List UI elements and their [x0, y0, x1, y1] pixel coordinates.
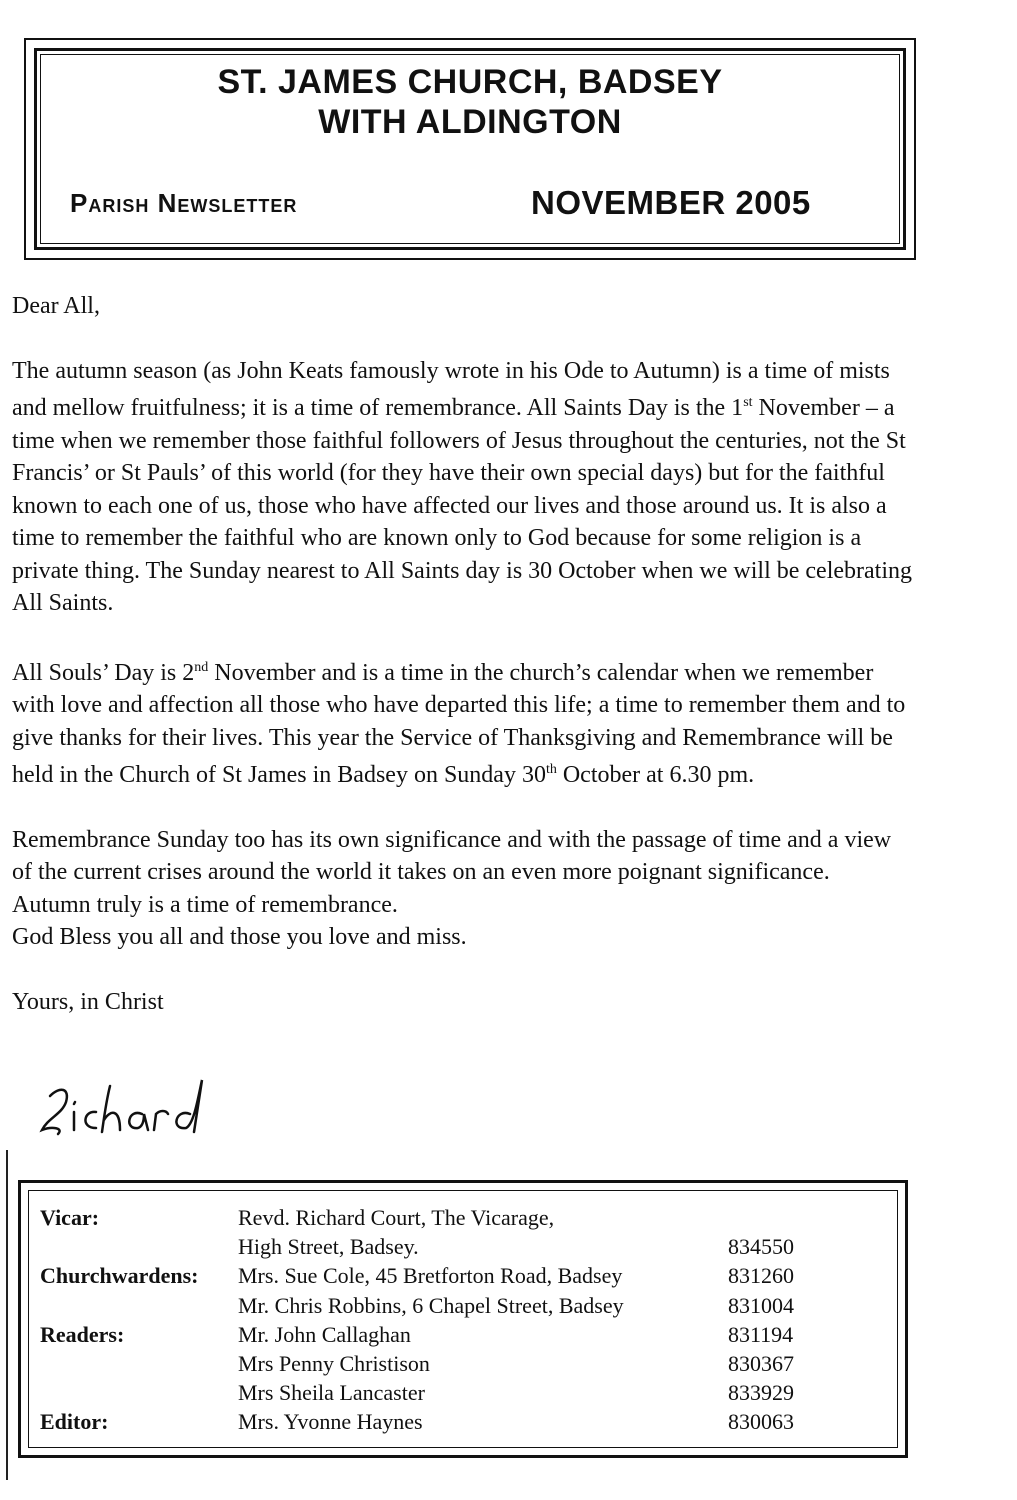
paragraph-blessing: God Bless you all and those you love and miss.	[12, 924, 467, 950]
contact-detail: Mrs Penny Christison	[238, 1350, 430, 1376]
contact-row	[40, 1320, 808, 1349]
newsletter-label: Parish Newsletter	[70, 188, 298, 218]
contact-detail: High Street, Badsey.	[238, 1234, 419, 1260]
paragraph-text: November – a time when we remember those faithful followers of Jesus throughout the centuries, not the St Francis’ or St Pauls’ of this world (for they have their own special days) but for the faithful known to each one of us, those who have affected our lives and those around us. It is also a time to remember the faithful who are known only to God because for some religion is a private thing. The Sunday nearest to All Saints day is 30 October when we will be celebrating All Saints.	[12, 395, 913, 616]
contact-row	[40, 1261, 808, 1290]
contact-phone	[728, 1203, 808, 1232]
contact-row	[40, 1407, 808, 1436]
contact-row	[40, 1203, 808, 1232]
ordinal-suffix: th	[545, 762, 557, 777]
contact-phone: 830367	[728, 1350, 794, 1376]
ordinal-suffix: st	[743, 395, 753, 410]
contact-row	[40, 1232, 808, 1261]
contact-role: Vicar:	[40, 1205, 100, 1230]
contact-phone: 831004	[728, 1292, 794, 1318]
contact-detail: Mr. John Callaghan	[238, 1321, 411, 1347]
contact-role	[40, 1232, 238, 1261]
contact-role	[40, 1291, 238, 1320]
contact-phone: 831194	[728, 1321, 794, 1347]
contact-detail: Mrs Sheila Lancaster	[238, 1380, 425, 1406]
contacts-rows	[40, 1203, 808, 1437]
paragraph-all-souls	[12, 652, 912, 792]
issue-date: NOVEMBER 2005	[531, 184, 811, 221]
contact-phone: 830063	[728, 1409, 794, 1435]
contact-detail: Revd. Richard Court, The Vicarage,	[238, 1205, 555, 1230]
contact-detail: Mrs. Sue Cole, 45 Bretforton Road, Badsey	[238, 1263, 623, 1289]
paragraph-remembrance: Remembrance Sunday too has its own significance and with the passage of time and a view of the current crises around the world it takes on an even more poignant significance. Autumn truly is a time of remembrance.	[12, 826, 892, 918]
contact-phone: 834550	[728, 1234, 794, 1260]
margin-rule	[6, 1150, 8, 1480]
contact-detail: Mrs. Yvonne Haynes	[238, 1409, 423, 1435]
contact-role	[40, 1349, 238, 1378]
masthead-box	[24, 38, 916, 260]
contact-phone: 831260	[728, 1263, 794, 1289]
paragraph-text: All Souls’ Day is 2	[12, 659, 195, 686]
paragraph-all-saints	[12, 355, 912, 620]
contact-row	[40, 1349, 808, 1378]
ordinal-suffix: nd	[194, 659, 209, 675]
contacts-table	[40, 1203, 808, 1437]
contact-detail: Mr. Chris Robbins, 6 Chapel Street, Badsey	[238, 1292, 624, 1318]
contact-role: Churchwardens:	[40, 1263, 199, 1289]
contact-phone: 833929	[728, 1380, 794, 1406]
letter-body	[12, 290, 912, 1018]
contact-row	[40, 1291, 808, 1320]
signature	[30, 1068, 230, 1158]
paragraph-text: The autumn season (as John Keats famously wrote in his Ode to Autumn) is a time of mists and mellow fruitfulness; it is a time of remembrance. All Saints Day is the 1	[12, 357, 890, 421]
greeting: Dear All,	[12, 293, 100, 319]
contact-role: Readers:	[40, 1321, 125, 1347]
contact-role	[40, 1378, 238, 1407]
church-title: ST. JAMES CHURCH, BADSEY WITH ALDINGTON	[217, 63, 723, 141]
closing: Yours, in Christ	[12, 988, 164, 1015]
paragraph-text: October at 6.30 pm.	[556, 762, 755, 788]
contact-role: Editor:	[40, 1409, 109, 1435]
paragraph-text: November and is a time in the church’s calendar when we remember with love and affection all those who have departed this life; a time to remember them and to give thanks for their lives. This year the Service of Thanksgiving and Remembrance will be held in the Church of St James in Badsey on Sunday 30	[12, 659, 906, 788]
contact-row	[40, 1378, 808, 1407]
